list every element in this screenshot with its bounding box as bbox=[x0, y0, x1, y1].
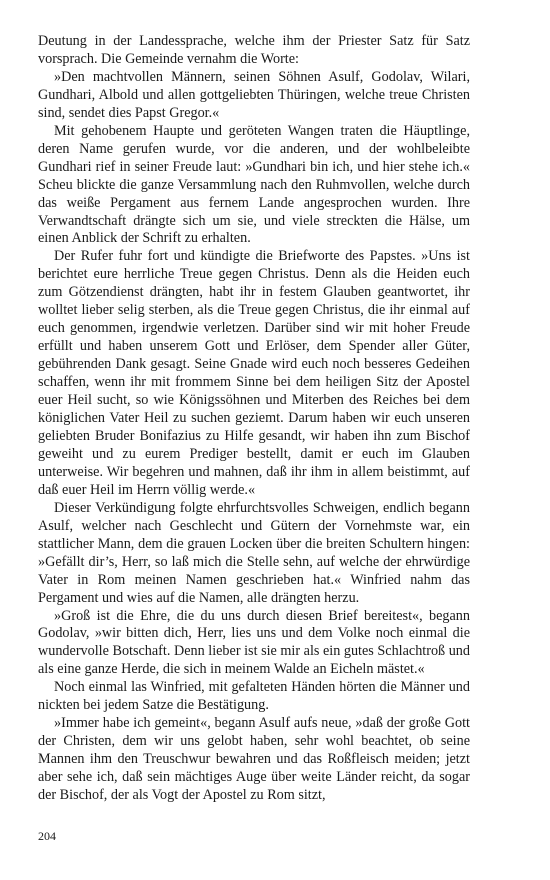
page-number: 204 bbox=[38, 829, 56, 843]
paragraph-3: Mit gehobenem Haupte und geröteten Wangen traten die Häuptlinge, deren Name gerufen wurde, vor die anderen, und der wohlbeleibte Gundhari rief in seiner Freude laut: »Gundhari bin ich, und hier stehe ich.« Scheu blickte die ganze Versammlung nach den Ruhmvollen, welche durch das weiße Pergament aus fernem Lande angesprochen wurden. Ihre Verwandtschaft drängte sich um sie, und viele streckten die Hälse, um einen Anblick der Schrift zu erhalten. bbox=[38, 122, 470, 247]
paragraph-5: Dieser Verkündigung folgte ehrfurchtsvolles Schweigen, endlich begann Asulf, welcher nach Geschlecht und Gütern der Vornehmste war, ein stattlicher Mann, dem die grauen Locken über die breiten Schultern hingen: »Gefällt dir’s, Herr, so laß mich die Stelle sehn, auf welche der ehrwürdige Vater in Rom meinen Namen geschrieben hat.« Winfried nahm das Pergament und wies auf die Namen, alle drängten herzu. bbox=[38, 499, 470, 606]
paragraph-7: Noch einmal las Winfried, mit gefalteten Händen hörten die Männer und nickten bei jedem Satze die Bestätigung. bbox=[38, 679, 470, 714]
paragraph-2: »Den machtvollen Männern, seinen Söhnen Asulf, Godolav, Wilari, Gundhari, Albold und allen gottgeliebten Thüringen, welche treue Christen sind, sendet dies Papst Gregor.« bbox=[38, 68, 470, 121]
paragraph-8: »Immer habe ich gemeint«, begann Asulf aufs neue, »daß der große Gott der Christen, dem wir uns gelobt haben, sehr wohl beachtet, ob seine Mannen ihm den Treuschwur bewahren und das Roßfleisch meiden; jetzt aber sehe ich, daß sein mächtiges Auge über weite Länder reicht, da sogar der Bischof, der als Vogt der Apostel zu Rom sitzt, bbox=[38, 715, 470, 804]
paragraph-6: »Groß ist die Ehre, die du uns durch diesen Brief bereitest«, begann Godolav, »wir bitten dich, Herr, lies uns und dem Volke noch einmal die wundervolle Botschaft. Denn lieber ist sie mir als ein gutes Schlachtroß und als eine ganze Herde, die sich in meinem Walde an Eicheln mästet.« bbox=[38, 607, 470, 678]
paragraph-4: Der Rufer fuhr fort und kündigte die Briefworte des Papstes. »Uns ist berichtet eure herrliche Treue gegen Christus. Denn als die Heiden euch zum Götzendienst drängten, habt ihr in festem Glauben geantwortet, ihr wolltet lieber selig sterben, als die Treue gegen Christus, die ihr einmal auf euch genommen, irgendwie verletzen. Darüber sind wir mit hoher Freude erfüllt und haben unserem Gott und Erlöser, dem Spender aller Güter, gebührenden Dank gesagt. Seine Gnade wird euch noch besseres Gedeihen schaffen, wenn ihr mit frommem Sinne bei dem heiligen Sitz der Apostel euer Heil sucht, so wie Königssöhnen und Miterben des Reiches bei dem königlichen Vater Heil zu suchen geziemt. Darum haben wir euch unseren geliebten Bruder Bonifazius zu Hilfe gesandt, wir haben ihn zum Bischof geweiht und zu eurem Prediger bestellt, damit er euch im Glauben unterweise. Wir begehren und mahnen, daß ihr ihm in allem beistimmt, auf daß euer Heil im Herrn völlig werde.« bbox=[38, 248, 470, 498]
paragraph-1: Deutung in der Landessprache, welche ihm der Priester Satz für Satz vorsprach. Die Gemeinde vernahm die Worte: bbox=[38, 33, 470, 67]
page-body bbox=[38, 33, 470, 805]
